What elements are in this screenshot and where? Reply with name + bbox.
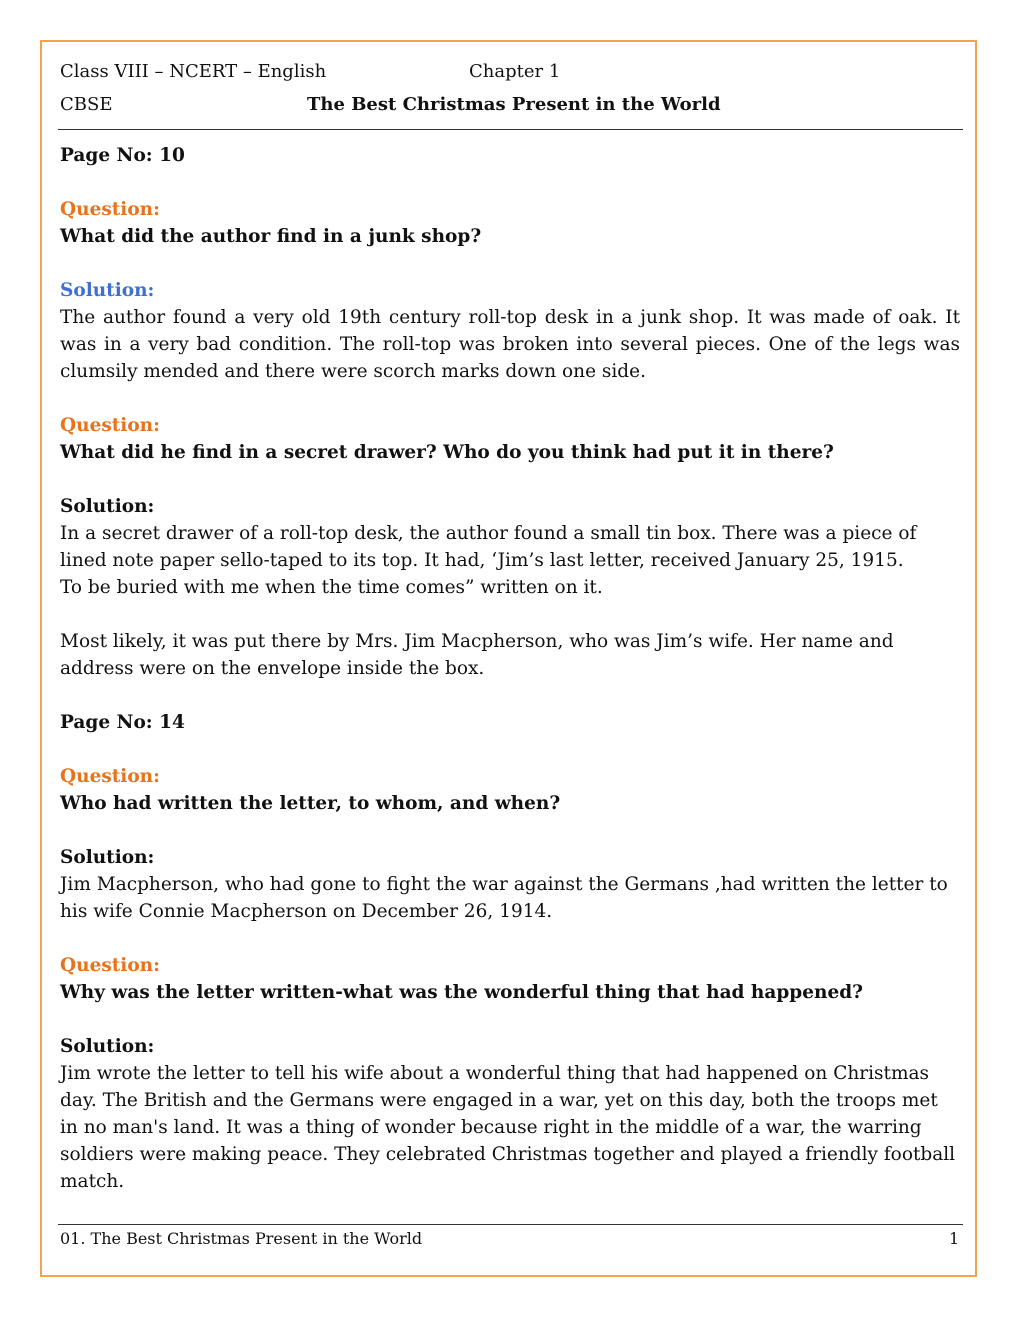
footer-text: 01. The Best Christmas Present in the World bbox=[60, 1229, 423, 1248]
question-text: Who had written the letter, to whom, and when? bbox=[60, 793, 561, 814]
question-text: What did he find in a secret drawer? Who do you think had put it in there? bbox=[60, 442, 834, 463]
question-label: Question: bbox=[60, 955, 160, 976]
solution-text: Jim wrote the letter to tell his wife about a wonderful thing that had happened on Christmas day. The British and the Germans were engaged in a war, yet on this day, both the troops met in no man's land. It was a thing of wonder because right in the middle of a war, the warring soldiers were making peace. They celebrated Christmas together and played a friendly football match. bbox=[60, 1063, 956, 1192]
page-number-label: Page No: 14 bbox=[60, 712, 185, 733]
solution-text: To be buried with me when the time comes” written on it. bbox=[60, 577, 603, 598]
header-class-line: Class VIII – NCERT – English bbox=[60, 61, 327, 82]
footer-divider bbox=[58, 1224, 963, 1225]
solution-text: Most likely, it was put there by Mrs. Jim Macpherson, who was Jim’s wife. Her name and address were on the envelope inside the box. bbox=[60, 631, 894, 679]
question-text: What did the author find in a junk shop? bbox=[60, 226, 482, 247]
page-number-label: Page No: 10 bbox=[60, 145, 185, 166]
header-board: CBSE bbox=[60, 94, 113, 115]
footer-page-number: 1 bbox=[949, 1229, 960, 1248]
solution-text: In a secret drawer of a roll-top desk, the author found a small tin box. There was a piece of lined note paper sello-taped to its top. It had, ‘Jim’s last letter, received January 25, 1915. bbox=[60, 523, 917, 571]
question-text: Why was the letter written-what was the wonderful thing that had happened? bbox=[60, 982, 864, 1003]
header-title: The Best Christmas Present in the World bbox=[307, 94, 721, 115]
solution-text: Jim Macpherson, who had gone to fight the war against the Germans ,had written the letter to his wife Connie Macpherson on December 26, 1914. bbox=[60, 874, 948, 922]
question-label: Question: bbox=[60, 415, 160, 436]
header-divider bbox=[58, 129, 963, 130]
solution-label: Solution: bbox=[60, 280, 155, 301]
question-label: Question: bbox=[60, 766, 160, 787]
header-chapter: Chapter 1 bbox=[469, 61, 561, 82]
question-label: Question: bbox=[60, 199, 160, 220]
solution-label: Solution: bbox=[60, 847, 155, 868]
solution-text: The author found a very old 19th century roll-top desk in a junk shop. It was made of oak. It was in a very bad condition. The roll-top was broken into several pieces. One of the legs was clumsily mended and there were scorch marks down one side. bbox=[60, 307, 960, 382]
solution-label: Solution: bbox=[60, 496, 155, 517]
solution-label: Solution: bbox=[60, 1036, 155, 1057]
page-content bbox=[60, 142, 960, 1195]
